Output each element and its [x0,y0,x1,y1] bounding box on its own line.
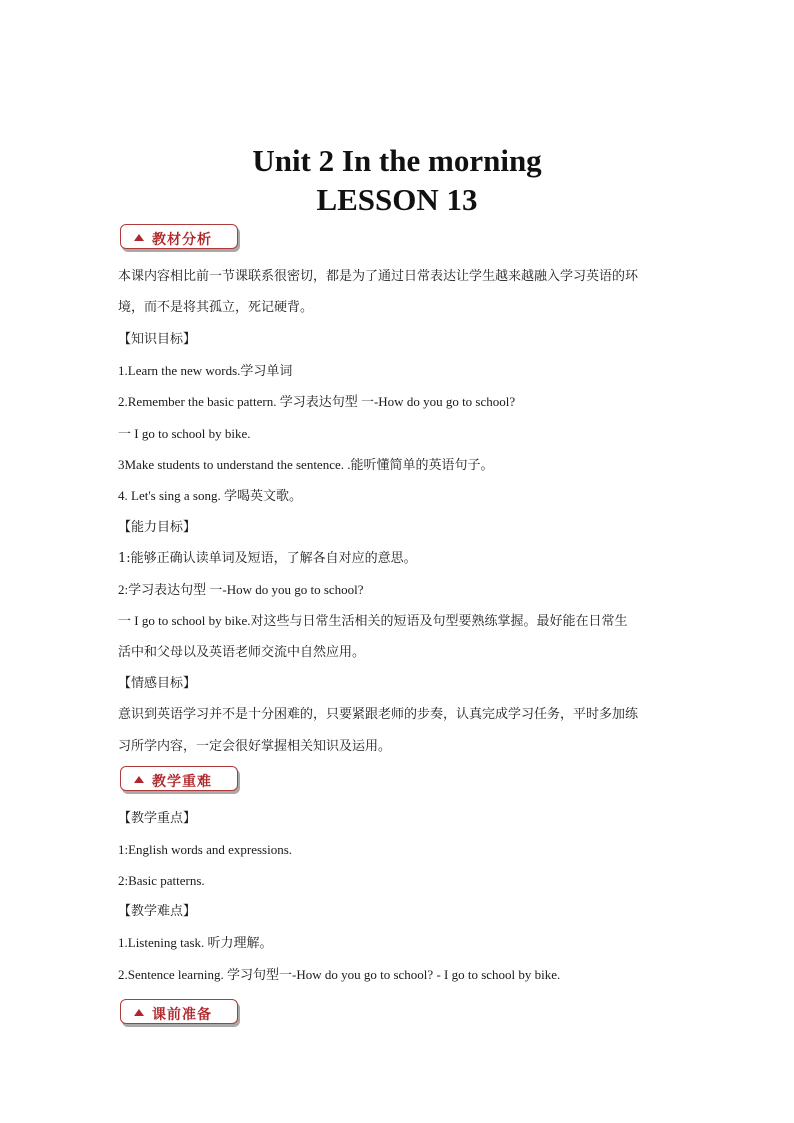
ability-item: 一 I go to school by bike.对这些与日常生活相关的短语及句型要熟练掌握。最好能在日常生 [118,613,628,628]
analysis-paragraph-line2: 境，而不是将其孤立，死记硬背。 [118,300,314,315]
section-badge-analysis [120,224,238,249]
emotion-heading: 【情感目标】 [118,676,197,691]
analysis-paragraph-line1: 本课内容相比前一节课联系很密切，都是为了通过日常表达让学生越来越融入学习英语的环 [118,269,639,284]
section-badge-label: 教学重难 [152,774,212,790]
difficulty-item: 2.Sentence learning. 学习句型一-How do you go to school? - I go to school by bike. [118,967,561,982]
section-badge-preparation [120,999,238,1024]
triangle-marker-icon [134,776,144,783]
emotion-paragraph-line2: 习所学内容，一定会很好掌握相关知识及运用。 [118,739,392,754]
knowledge-heading: 【知识目标】 [118,332,197,347]
triangle-marker-icon [134,1009,144,1016]
emotion-paragraph-line1: 意识到英语学习并不是十分困难的，只要紧跟老师的步奏，认真完成学习任务，平时多加练 [118,707,639,722]
knowledge-item: 3Make students to understand the sentence. .能听懂简单的英语句子。 [118,457,494,472]
knowledge-item: 一 I go to school by bike. [118,426,251,441]
knowledge-item: 4. Let's sing a song. 学喝英文歌。 [118,488,302,503]
ability-heading: 【能力目标】 [118,520,197,535]
focus-heading: 【教学重点】 [118,811,197,826]
focus-item: 2:Basic patterns. [118,873,205,888]
knowledge-item: 1.Learn the new words.学习单词 [118,363,293,378]
ability-item: 1:能够正确认读单词及短语，了解各自对应的意思。 [118,551,417,566]
lesson-title: LESSON 13 [316,182,478,217]
triangle-marker-icon [134,234,144,241]
difficulty-heading: 【教学难点】 [118,904,197,919]
ability-item: 活中和父母以及英语老师交流中自然应用。 [118,645,366,660]
ability-item: 2:学习表达句型 一-How do you go to school? [118,582,364,597]
unit-title: Unit 2 In the morning [252,143,542,178]
section-badge-label: 教材分析 [152,232,212,248]
focus-item: 1:English words and expressions. [118,842,293,857]
section-badge-label: 课前准备 [152,1007,212,1023]
knowledge-item: 2.Remember the basic pattern. 学习表达句型 一-How do you go to school? [118,394,516,409]
difficulty-item: 1.Listening task. 听力理解。 [118,935,273,950]
section-badge-key-points [120,766,238,791]
